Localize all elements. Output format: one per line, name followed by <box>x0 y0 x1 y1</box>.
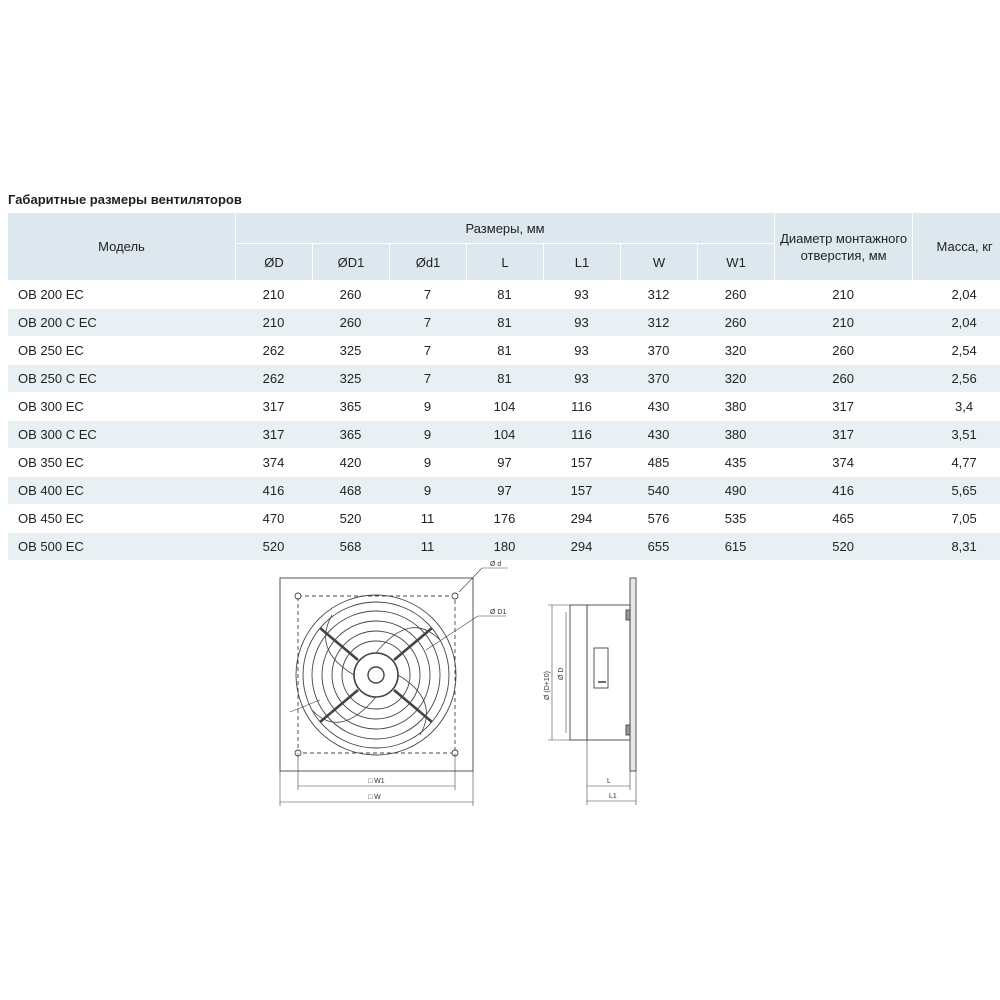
table-row <box>8 280 1000 308</box>
cell-L: 81 <box>466 336 543 364</box>
cell-W1: 490 <box>697 476 774 504</box>
header-mass: Масса, кг <box>912 213 1000 280</box>
cell-mass: 5,65 <box>912 476 1000 504</box>
cell-hole: 260 <box>774 336 912 364</box>
label-D-plus-10: Ø (D+10) <box>544 671 551 700</box>
cell-W: 485 <box>620 448 697 476</box>
cell-L1: 294 <box>543 532 620 560</box>
cell-D: 470 <box>235 504 312 532</box>
cell-D1: 365 <box>312 420 389 448</box>
label-L: L <box>607 778 611 785</box>
table-row <box>8 364 1000 392</box>
motor-shaft <box>368 667 384 683</box>
header-D1: ØD1 <box>312 244 389 280</box>
cell-W1: 615 <box>697 532 774 560</box>
label-d: Ø d <box>490 561 502 568</box>
cell-W1: 435 <box>697 448 774 476</box>
cell-mass: 2,04 <box>912 308 1000 336</box>
header-D: ØD <box>235 244 312 280</box>
guard-ring <box>342 641 410 709</box>
cell-model: OB 200 C EC <box>8 308 235 336</box>
cell-L: 81 <box>466 280 543 308</box>
cell-W: 576 <box>620 504 697 532</box>
cell-W1: 260 <box>697 308 774 336</box>
label-D: Ø D <box>558 667 565 680</box>
table-row <box>8 336 1000 364</box>
side-inlet <box>570 605 587 740</box>
cell-model: OB 200 EC <box>8 280 235 308</box>
label-W: □ W <box>368 794 381 801</box>
header-L: L <box>466 244 543 280</box>
cell-L1: 93 <box>543 364 620 392</box>
cell-hole: 520 <box>774 532 912 560</box>
cell-model: OB 450 EC <box>8 504 235 532</box>
cell-hole: 465 <box>774 504 912 532</box>
cell-mass: 3,4 <box>912 392 1000 420</box>
cell-d1: 9 <box>389 392 466 420</box>
cell-W: 430 <box>620 420 697 448</box>
cell-D1: 420 <box>312 448 389 476</box>
header-model: Модель <box>8 213 235 280</box>
cell-D1: 520 <box>312 504 389 532</box>
cell-D: 520 <box>235 532 312 560</box>
cell-hole: 374 <box>774 448 912 476</box>
cell-L: 81 <box>466 364 543 392</box>
dimensions-table <box>8 213 1000 560</box>
cell-W1: 380 <box>697 392 774 420</box>
page-title: Габаритные размеры вентиляторов <box>8 192 242 207</box>
cell-D: 374 <box>235 448 312 476</box>
cell-mass: 2,04 <box>912 280 1000 308</box>
cell-d1: 9 <box>389 420 466 448</box>
label-W1: □ W1 <box>368 778 385 785</box>
label-L1: L1 <box>609 793 617 800</box>
cell-W: 370 <box>620 336 697 364</box>
cell-D1: 365 <box>312 392 389 420</box>
cell-D: 210 <box>235 308 312 336</box>
cell-hole: 317 <box>774 420 912 448</box>
guard-ring <box>332 631 420 719</box>
cell-W: 430 <box>620 392 697 420</box>
cell-D1: 325 <box>312 364 389 392</box>
cell-d1: 9 <box>389 448 466 476</box>
cell-L: 97 <box>466 448 543 476</box>
cell-mass: 4,77 <box>912 448 1000 476</box>
housing-ring <box>296 595 456 755</box>
cell-L1: 116 <box>543 392 620 420</box>
cell-d1: 11 <box>389 504 466 532</box>
guard-ring <box>312 611 440 739</box>
motor-hub <box>354 653 398 697</box>
table-row <box>8 392 1000 420</box>
cell-mass: 2,54 <box>912 336 1000 364</box>
side-dimensions <box>548 605 636 805</box>
cell-W: 312 <box>620 308 697 336</box>
guard-ring <box>322 621 430 729</box>
table-row <box>8 532 1000 560</box>
cell-D: 262 <box>235 336 312 364</box>
table-row <box>8 504 1000 532</box>
cell-L1: 116 <box>543 420 620 448</box>
side-view <box>548 578 636 805</box>
cell-L: 97 <box>466 476 543 504</box>
cell-D: 317 <box>235 392 312 420</box>
cell-model: OB 350 EC <box>8 448 235 476</box>
cell-D: 210 <box>235 280 312 308</box>
cell-d1: 9 <box>389 476 466 504</box>
cell-hole: 260 <box>774 364 912 392</box>
cell-L: 104 <box>466 420 543 448</box>
cell-L1: 93 <box>543 336 620 364</box>
cell-mass: 7,05 <box>912 504 1000 532</box>
bracket <box>626 610 630 620</box>
cell-mass: 2,56 <box>912 364 1000 392</box>
cell-mass: 3,51 <box>912 420 1000 448</box>
header-L1: L1 <box>543 244 620 280</box>
cell-D1: 260 <box>312 280 389 308</box>
cell-d1: 7 <box>389 308 466 336</box>
cell-W1: 260 <box>697 280 774 308</box>
cell-D1: 568 <box>312 532 389 560</box>
table-row <box>8 476 1000 504</box>
cell-L1: 93 <box>543 308 620 336</box>
table-row <box>8 448 1000 476</box>
cell-model: OB 300 EC <box>8 392 235 420</box>
cell-L: 104 <box>466 392 543 420</box>
header-dimensions: Размеры, мм <box>235 213 774 244</box>
guard-struts <box>320 628 432 722</box>
cell-mass: 8,31 <box>912 532 1000 560</box>
header-d1: Ød1 <box>389 244 466 280</box>
cell-W: 370 <box>620 364 697 392</box>
label-D1: Ø D1 <box>490 609 507 616</box>
cell-D: 416 <box>235 476 312 504</box>
cell-D1: 260 <box>312 308 389 336</box>
header-hole-diameter: Диаметр монтажного отверстия, мм <box>774 213 912 280</box>
cell-model: OB 250 C EC <box>8 364 235 392</box>
cell-L1: 157 <box>543 476 620 504</box>
cell-W: 312 <box>620 280 697 308</box>
cell-W1: 320 <box>697 364 774 392</box>
fan-technical-drawing <box>0 560 1000 820</box>
cell-L1: 294 <box>543 504 620 532</box>
cell-L: 176 <box>466 504 543 532</box>
cell-model: OB 400 EC <box>8 476 235 504</box>
cell-W1: 380 <box>697 420 774 448</box>
front-view <box>280 568 508 806</box>
side-plate <box>630 578 636 771</box>
cell-model: OB 250 EC <box>8 336 235 364</box>
cell-d1: 7 <box>389 280 466 308</box>
cell-W1: 535 <box>697 504 774 532</box>
cell-model: OB 500 EC <box>8 532 235 560</box>
cell-L1: 93 <box>543 280 620 308</box>
cell-hole: 210 <box>774 308 912 336</box>
cell-W: 655 <box>620 532 697 560</box>
fan-blades <box>312 615 440 735</box>
cell-d1: 7 <box>389 336 466 364</box>
header-W: W <box>620 244 697 280</box>
mounting-plate <box>280 578 473 771</box>
table-row <box>8 308 1000 336</box>
cell-d1: 7 <box>389 364 466 392</box>
cell-d1: 11 <box>389 532 466 560</box>
cell-W: 540 <box>620 476 697 504</box>
cell-D: 317 <box>235 420 312 448</box>
table-row <box>8 420 1000 448</box>
cell-W1: 320 <box>697 336 774 364</box>
guard-outer <box>303 602 449 748</box>
cell-D: 262 <box>235 364 312 392</box>
cell-L: 81 <box>466 308 543 336</box>
cell-L1: 157 <box>543 448 620 476</box>
bracket <box>626 725 630 735</box>
cell-D1: 325 <box>312 336 389 364</box>
header-W1: W1 <box>697 244 774 280</box>
side-motor-body <box>587 605 630 740</box>
cell-hole: 317 <box>774 392 912 420</box>
cell-L: 180 <box>466 532 543 560</box>
cell-D1: 468 <box>312 476 389 504</box>
hole-pattern <box>298 596 455 753</box>
cell-hole: 416 <box>774 476 912 504</box>
cell-hole: 210 <box>774 280 912 308</box>
cell-model: OB 300 C EC <box>8 420 235 448</box>
